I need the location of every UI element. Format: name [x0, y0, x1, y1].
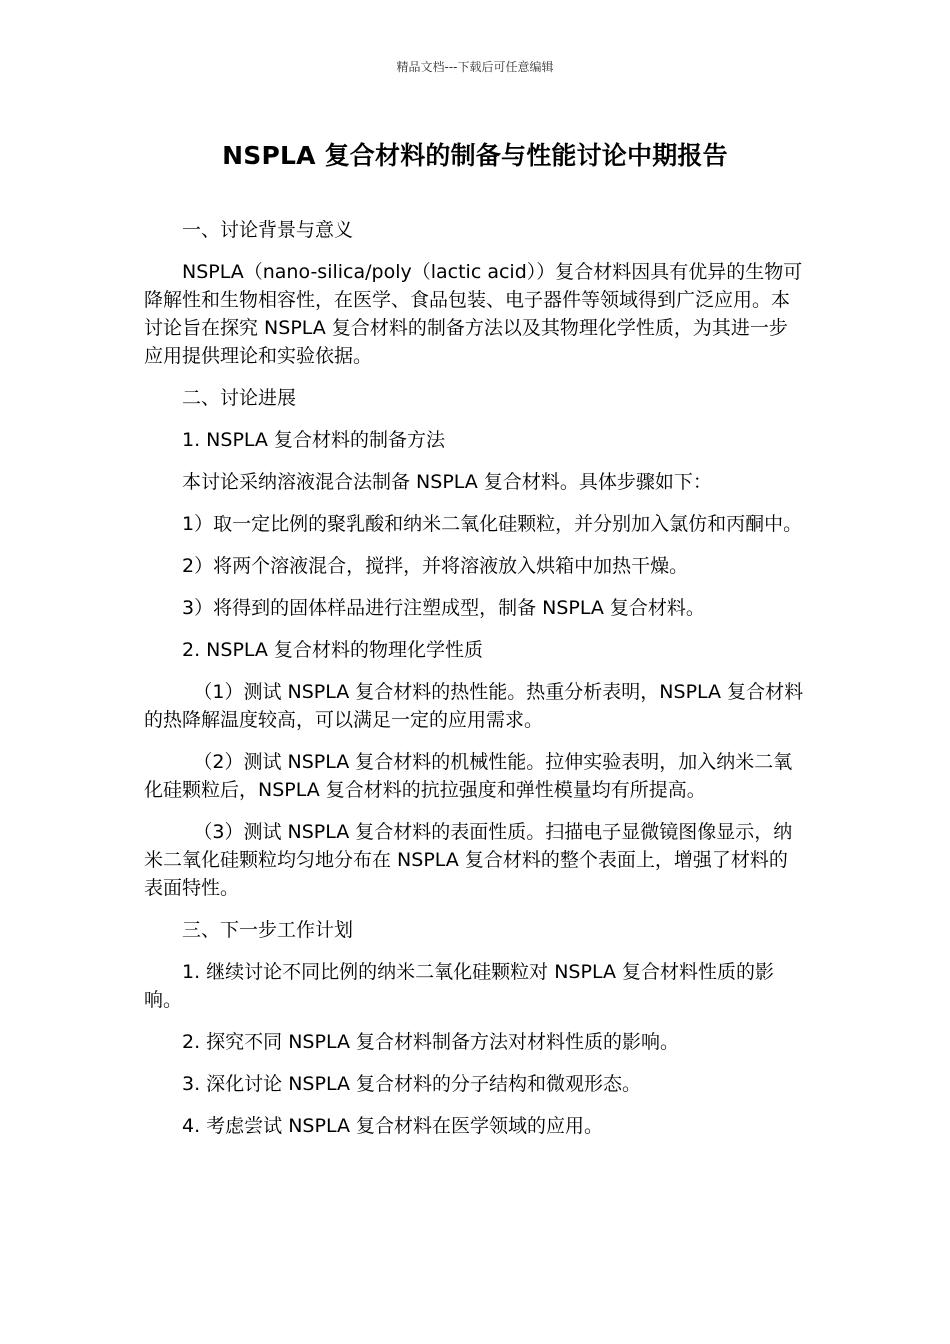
paragraph: 本讨论采纳溶液混合法制备 NSPLA 复合材料。具体步骤如下：	[182, 471, 712, 493]
paragraph: （1）测试 NSPLA 复合材料的热性能。热重分析表明，NSPLA 复合材料的热降解温度较高，可以满足一定的应用需求。	[144, 681, 804, 731]
paragraph: 2. NSPLA 复合材料的物理化学性质	[182, 639, 483, 661]
paragraph: 2）将两个溶液混合，搅拌，并将溶液放入烘箱中加热干燥。	[182, 555, 689, 577]
document-body	[144, 216, 806, 1154]
paragraph: NSPLA（nano-silica/poly（lactic acid））复合材料因具有优异的生物可降解性和生物相容性，在医学、食品包装、电子器件等领域得到广泛应用。本讨论旨在探究 NSPLA 复合材料的制备方法以及其物理化学性质，为其进一步应用提供理论和实验依据。	[144, 261, 803, 367]
paragraph: 二、讨论进展	[182, 387, 297, 409]
paragraph: 1. 继续讨论不同比例的纳米二氧化硅颗粒对 NSPLA 复合材料性质的影响。	[144, 961, 774, 1011]
paragraph: 1. NSPLA 复合材料的制备方法	[182, 429, 445, 451]
paragraph: 三、下一步工作计划	[182, 919, 354, 941]
paragraph: 1）取一定比例的聚乳酸和纳米二氧化硅颗粒，并分别加入氯仿和丙酮中。	[182, 513, 803, 535]
page-title: NSPLA 复合材料的制备与性能讨论中期报告	[222, 141, 728, 170]
paragraph: 一、讨论背景与意义	[182, 219, 354, 241]
paragraph: 2. 探究不同 NSPLA 复合材料制备方法对材料性质的影响。	[182, 1031, 679, 1053]
paragraph: （2）测试 NSPLA 复合材料的机械性能。拉伸实验表明，加入纳米二氧化硅颗粒后，NSPLA 复合材料的抗拉强度和弹性模量均有所提高。	[144, 751, 793, 801]
paragraph: 4. 考虑尝试 NSPLA 复合材料在医学领域的应用。	[182, 1115, 603, 1137]
header-note: 精品文档---下载后可任意编辑	[396, 60, 554, 74]
paragraph: 3）将得到的固体样品进行注塑成型，制备 NSPLA 复合材料。	[182, 597, 705, 619]
paragraph: 3. 深化讨论 NSPLA 复合材料的分子结构和微观形态。	[182, 1073, 641, 1095]
paragraph: （3）测试 NSPLA 复合材料的表面性质。扫描电子显微镜图像显示，纳米二氧化硅颗粒均匀地分布在 NSPLA 复合材料的整个表面上，增强了材料的表面特性。	[144, 821, 793, 899]
